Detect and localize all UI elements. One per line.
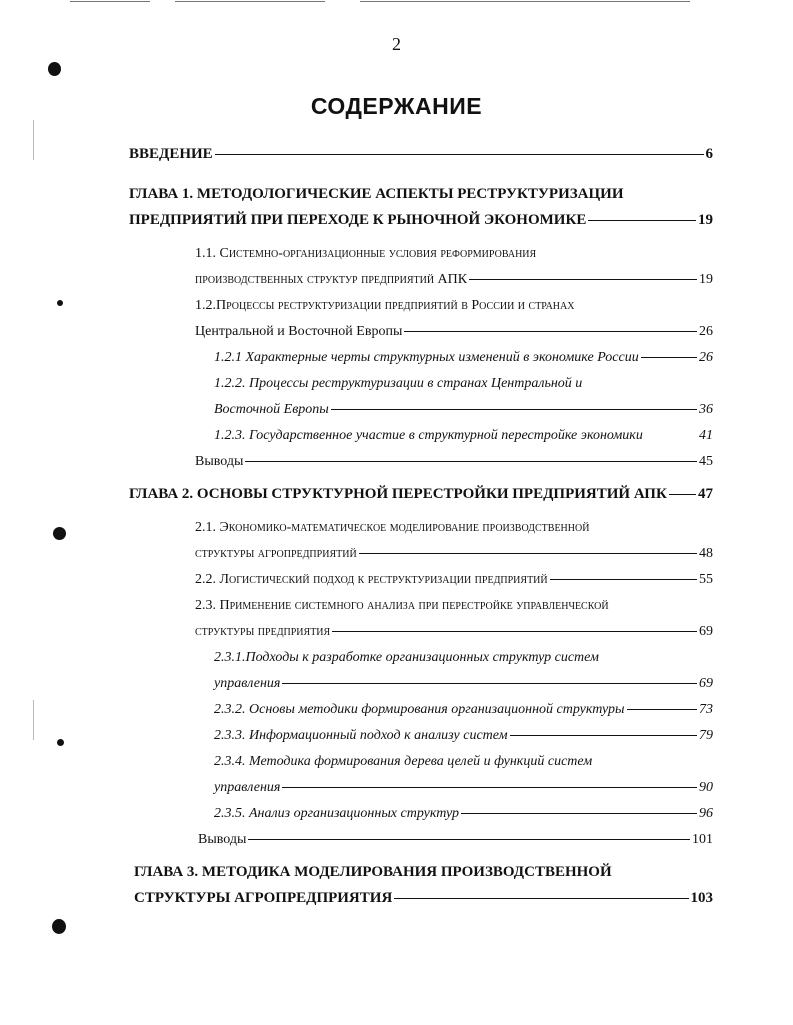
- toc-page-number: 19: [698, 212, 713, 228]
- toc-entry-2-3-1: [214, 648, 713, 670]
- toc-page-number: 73: [699, 702, 713, 717]
- toc-entry-2-3: [195, 596, 713, 618]
- toc-entry-label: СТРУКТУРЫ АГРОПРЕДПРИЯТИЯ: [134, 890, 393, 906]
- toc-entry-1-2-3: [214, 426, 713, 448]
- toc-leader: [359, 553, 697, 554]
- toc-leader: [627, 709, 697, 710]
- page-number: 2: [392, 34, 401, 54]
- toc-entry-1-2-1: [214, 348, 713, 370]
- toc-entry-conclusions-1: [195, 452, 713, 474]
- toc-entry-conclusions-2: [198, 830, 713, 852]
- toc-leader: [404, 331, 697, 332]
- toc-entry-2-3-1-cont: [214, 674, 713, 696]
- toc-entry-2-3-2: [214, 700, 713, 722]
- toc-page-number: 36: [699, 402, 713, 417]
- toc-entry-1-2: [195, 296, 713, 318]
- toc-entry-1-2-cont: [195, 322, 713, 344]
- toc-entry-label: 2.3.4. Методика формирования дерева целей и функций систем: [214, 754, 593, 769]
- toc-entry-label: 2.3.3. Информационный подход к анализу систем: [214, 728, 508, 743]
- ink-blot: [57, 739, 64, 746]
- toc-entry-2-3-5: [214, 804, 713, 826]
- toc-leader: [588, 220, 696, 221]
- toc-entry-label: 2.3. Применение системного анализа при перестройке управленческой: [195, 598, 609, 613]
- toc-page-number: 55: [699, 572, 713, 587]
- toc-entry-label: 2.1. Экономико-математическое моделирование производственной: [195, 520, 590, 535]
- toc-entry-label: ГЛАВА 1. МЕТОДОЛОГИЧЕСКИЕ АСПЕКТЫ РЕСТРУКТУРИЗАЦИИ: [129, 186, 624, 202]
- page-title: СОДЕРЖАНИЕ: [310, 93, 483, 119]
- toc-leader: [245, 461, 697, 462]
- toc-page-number: 79: [699, 728, 713, 743]
- toc-entry-label: ПРЕДПРИЯТИЙ ПРИ ПЕРЕХОДЕ К РЫНОЧНОЙ ЭКОНОМИКЕ: [129, 212, 587, 228]
- toc-leader: [394, 898, 688, 899]
- toc-page-number: 101: [692, 832, 713, 847]
- toc-entry-2-1: [195, 518, 713, 540]
- toc-entry-2-3-3: [214, 726, 713, 748]
- toc-page-number: 45: [699, 454, 713, 469]
- toc-entry-label: управления: [214, 676, 281, 691]
- toc-leader: [331, 409, 697, 410]
- scan-top-rule: [175, 1, 325, 2]
- toc-leader: [282, 683, 697, 684]
- toc-page-number: 47: [698, 486, 713, 502]
- toc-page-number: 41: [699, 428, 713, 443]
- toc-entry-chapter-3-cont: [134, 888, 713, 910]
- toc-entry-2-2: [195, 570, 713, 592]
- toc-entry-label: 1.2.3. Государственное участие в структурной перестройке экономики: [214, 428, 643, 443]
- margin-mark: [33, 120, 34, 160]
- toc-leader: [461, 813, 697, 814]
- toc-entry-label: производственных структур предприятий АПК: [195, 272, 468, 287]
- toc-entry-2-1-cont: [195, 544, 713, 566]
- toc-leader: [550, 579, 697, 580]
- toc-page-number: 6: [705, 146, 713, 162]
- toc-entry-chapter-2: [129, 484, 713, 506]
- toc-entry-1-2-2-cont: [214, 400, 713, 422]
- toc-leader: [669, 494, 696, 495]
- toc-entry-label: 1.1. Системно-организационные условия реформирования: [195, 246, 537, 261]
- toc-entry-1-1: [195, 244, 713, 266]
- toc-page-number: 69: [699, 624, 713, 639]
- toc-entry-2-3-4-cont: [214, 778, 713, 800]
- toc-entry-label: 1.2.1 Характерные черты структурных изменений в экономике России: [214, 350, 639, 365]
- toc-entry-label: 1.2.2. Процессы реструктуризации в странах Центральной и: [214, 376, 583, 391]
- toc-entry-label: структуры предприятия: [195, 624, 331, 639]
- toc-page-number: 48: [699, 546, 713, 561]
- ink-blot: [53, 527, 66, 540]
- toc-entry-label: 2.3.1.Подходы к разработке организационных структур систем: [214, 650, 599, 665]
- toc-entry-label: 2.3.5. Анализ организационных структур: [214, 806, 460, 821]
- toc-entry-1-2-2: [214, 374, 713, 396]
- toc-leader: [248, 839, 690, 840]
- toc-entry-introduction: [129, 144, 713, 166]
- toc-entry-2-3-4: [214, 752, 713, 774]
- toc-page-number: 90: [699, 780, 713, 795]
- toc-leader: [282, 787, 697, 788]
- toc-leader: [332, 631, 697, 632]
- toc-entry-chapter-1-cont: [129, 210, 713, 232]
- toc-entry-label: Выводы: [195, 454, 244, 469]
- toc-page-number: 69: [699, 676, 713, 691]
- toc-page-number: 103: [690, 890, 713, 906]
- ink-blot: [48, 62, 61, 76]
- toc-page-number: 26: [699, 324, 713, 339]
- toc-entry-label: Восточной Европы: [214, 402, 329, 417]
- toc-leader: [215, 154, 704, 155]
- toc-entry-1-1-cont: [195, 270, 713, 292]
- toc-entry-label: 1.2.Процессы реструктуризации предприятий в России и странах: [195, 298, 575, 313]
- toc-entry-label: Выводы: [198, 832, 247, 847]
- toc-entry-label: ГЛАВА 2. ОСНОВЫ СТРУКТУРНОЙ ПЕРЕСТРОЙКИ ПРЕДПРИЯТИЙ АПК: [129, 486, 667, 502]
- scan-top-rule: [70, 1, 150, 2]
- toc-page-number: 96: [699, 806, 713, 821]
- toc-entry-chapter-1: [129, 184, 713, 206]
- margin-mark: [33, 700, 34, 740]
- toc-leader: [510, 735, 697, 736]
- toc-entry-label: управления: [214, 780, 281, 795]
- ink-blot: [52, 919, 66, 934]
- ink-blot: [57, 300, 63, 306]
- toc-entry-label: ГЛАВА 3. МЕТОДИКА МОДЕЛИРОВАНИЯ ПРОИЗВОДСТВЕННОЙ: [134, 864, 612, 880]
- scan-top-rule: [360, 1, 690, 2]
- toc-leader: [469, 279, 697, 280]
- toc-entry-label: ВВЕДЕНИЕ: [129, 146, 213, 162]
- toc-entry-label: 2.3.2. Основы методики формирования организационной структуры: [214, 702, 625, 717]
- toc-page-number: 26: [699, 350, 713, 365]
- toc-entry-chapter-3: [134, 862, 713, 884]
- toc-entry-2-3-cont: [195, 622, 713, 644]
- toc-entry-label: Центральной и Восточной Европы: [195, 324, 403, 339]
- toc-leader: [641, 357, 697, 358]
- toc-entry-label: 2.2. Логистический подход к реструктуризации предприятий: [195, 572, 548, 587]
- toc-entry-label: структуры агропредприятий: [195, 546, 357, 561]
- toc-page-number: 19: [699, 272, 713, 287]
